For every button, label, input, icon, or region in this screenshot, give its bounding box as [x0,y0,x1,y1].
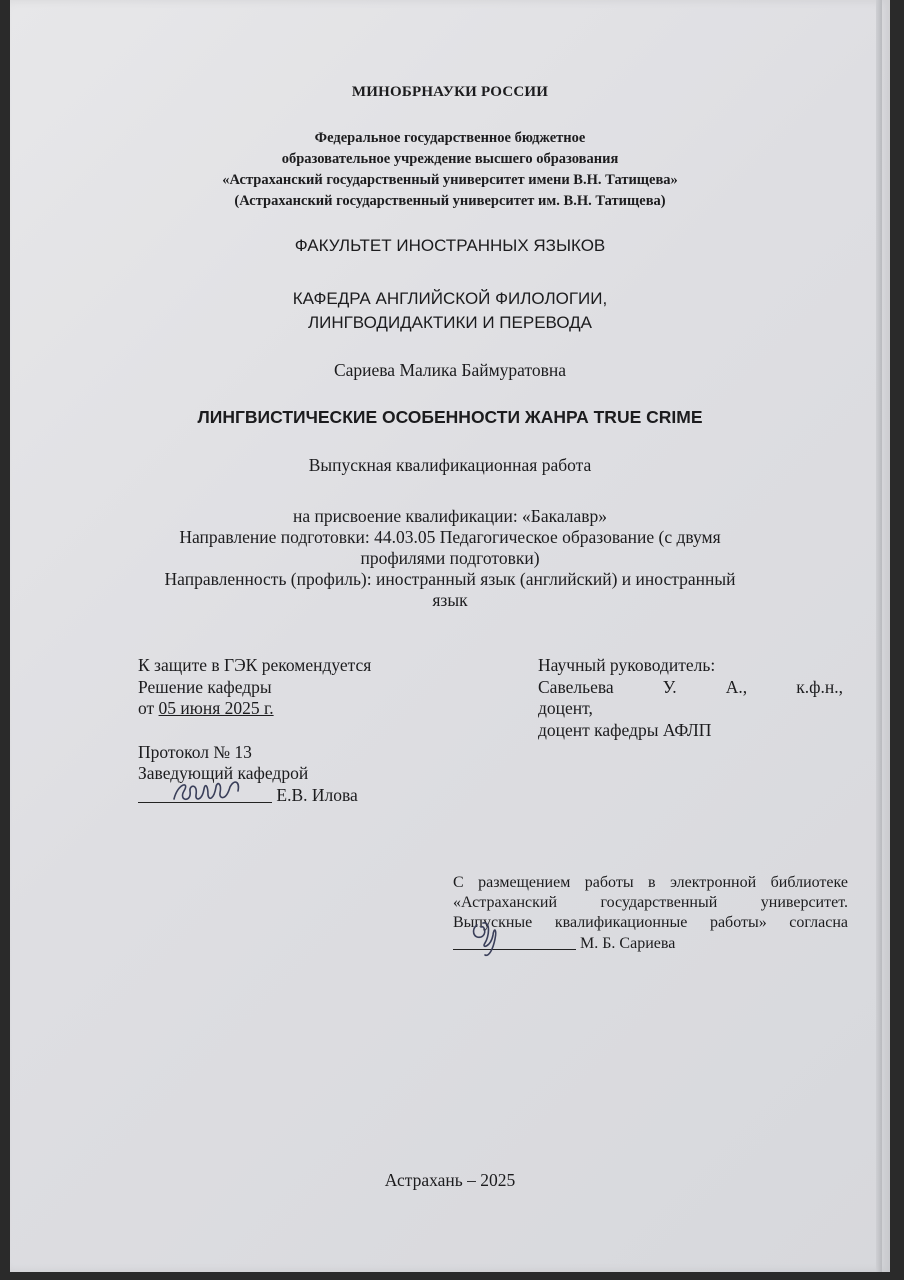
supervisor-position: доцент кафедры АФЛП [538,719,712,740]
consent-signature-line [453,933,848,954]
consent-signer: М. Б. Сариева [580,935,676,952]
defense-block [138,655,438,806]
department-line: КАФЕДРА АНГЛИЙСКОЙ ФИЛОЛОГИИ, [292,289,608,308]
org-line: «Астраханский государственный университет имени В.Н. Татищева» [222,172,678,188]
qualification-line: язык [432,590,468,610]
defense-line: К защите в ГЭК рекомендуется [138,655,372,675]
defense-date: 05 июня 2025 г. [158,698,274,718]
faculty-heading: ФАКУЛЬТЕТ ИНОСТРАННЫХ ЯЗЫКОВ [294,236,606,255]
author-name: Сариева Малика Баймуратовна [333,360,567,380]
defense-line: Решение кафедры [138,676,272,697]
qualification-line: Направленность (профиль): иностранный язык (английский) и иностранный [164,569,736,589]
library-consent-block [453,873,848,954]
supervisor-block [538,655,843,741]
department-heading [10,287,890,335]
supervisor-name-word: Савельева [538,676,614,697]
ministry-heading: МИНОБРНАУКИ РОССИИ [351,84,549,100]
head-label: Заведующий кафедрой [138,763,309,783]
supervisor-name-word: к.ф.н., [796,676,843,697]
supervisor-name-word: У. [662,676,677,697]
work-type: Выпускная квалификационная работа [308,455,592,475]
org-line: образовательное учреждение высшего образования [281,151,619,167]
supervisor-name-word: А., [725,676,748,697]
handwritten-signature [168,777,248,807]
org-line: (Астраханский государственный университет им. В.Н. Татищева) [234,193,666,209]
signature-underline [453,933,576,950]
consent-line: Выпускные квалификационные работы» согласна [453,914,848,931]
qualification-line: Направление подготовки: 44.03.05 Педагогическое образование (с двумя [179,527,721,547]
supervisor-position: доцент, [538,698,593,718]
consent-line: «Астраханский государственный университет. [453,894,848,911]
city-year-footer: Астрахань – 2025 [384,1170,516,1190]
head-name: Е.В. Илова [276,784,358,805]
qualification-line: на присвоение квалификации: «Бакалавр» [292,506,608,526]
consent-line: С размещением работы в электронной библиотеке [453,874,848,891]
supervisor-name [538,677,843,699]
qualification-block [10,506,890,611]
document-page [10,0,890,1272]
department-line: ЛИНГВОДИДАКТИКИ И ПЕРЕВОДА [307,313,593,332]
supervisor-label: Научный руководитель: [538,655,716,675]
org-line: Федеральное государственное бюджетное [314,130,586,146]
thesis-title: ЛИНГВИСТИЧЕСКИЕ ОСОБЕННОСТИ ЖАНРА TRUE CRIME [197,407,703,427]
protocol-number: Протокол № 13 [138,741,252,762]
handwritten-signature [467,917,507,961]
signature-underline [138,785,272,803]
qualification-line: профилями подготовки) [360,548,540,568]
defense-date-line [138,698,438,720]
date-prefix: от [138,698,159,718]
head-signature-line [138,785,438,807]
organization-block [10,128,890,212]
